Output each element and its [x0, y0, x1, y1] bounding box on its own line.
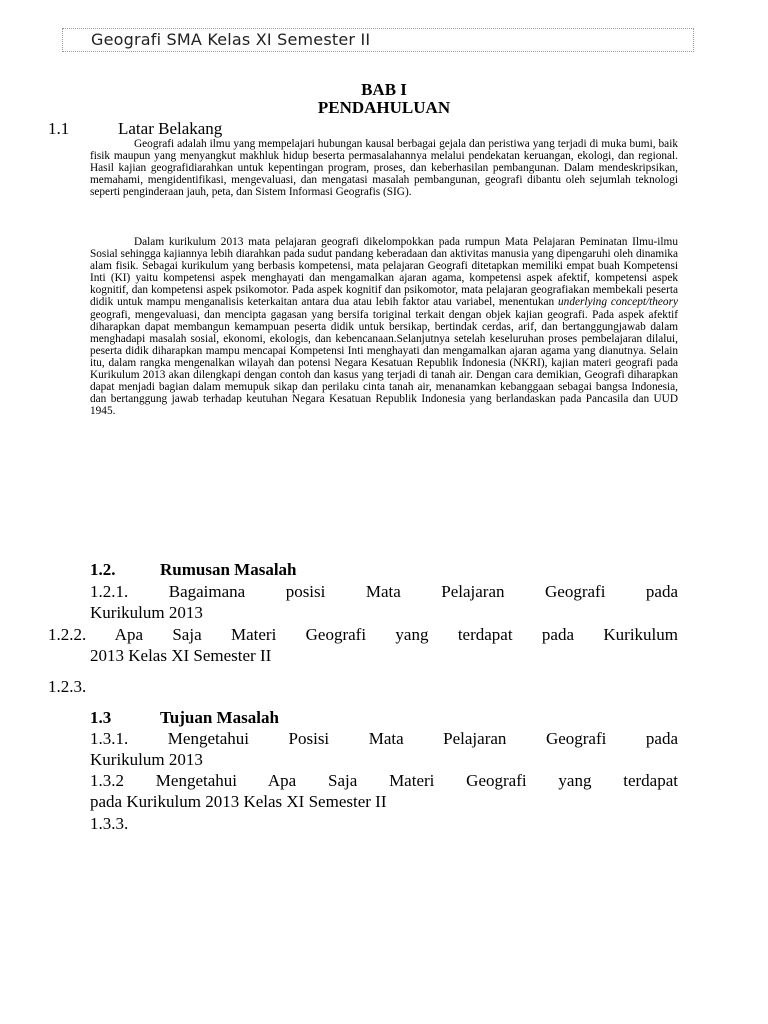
tujuan-item-2-line-1: 1.3.2 Mengetahui Apa Saja Materi Geografi yang terdapat — [90, 771, 678, 790]
paragraph-text: Geografi adalah ilmu yang mempelajari hubungan kausal berbagai gejala dan peristiwa yang terjadi di muka bumi, baik fisik maupun yang menyangkut makhluk hidup beserta permasalahannya melalui pendekatan keruangan, ekologi, dan regional. Hasil kajian geografidiarahkan untuk kepentingan program, proses, dan keberhasilan pembangunan. Dalam mendeskripsikan, memahami, mengidentifikasi, mengevaluasi, dan mengatasi masalah pembangunan, geografi dibantu oleh sejumlah teknologi seperti penginderaan jauh, peta, dan Sistem Informasi Geografis (SIG). — [90, 138, 678, 199]
tujuan-item-3: 1.3.3. — [90, 814, 129, 833]
section-title-latar-belakang: Latar Belakang — [118, 119, 223, 138]
tujuan-item-2 — [90, 770, 678, 812]
section-title-tujuan-masalah: Tujuan Masalah — [160, 708, 279, 727]
paragraph-italic-term: underlying concept/theory — [558, 296, 678, 309]
rumusan-item-1-line-1: 1.2.1. Bagaimana posisi Mata Pelajaran Geografi pada — [90, 582, 678, 601]
chapter-title: PENDAHULUAN — [317, 98, 451, 117]
rumusan-item-2 — [48, 624, 678, 666]
section-number-1-3: 1.3 — [90, 708, 112, 727]
section-number-1-1: 1.1 — [48, 119, 70, 138]
tujuan-item-1-line-2: Kurikulum 2013 — [90, 750, 203, 769]
paragraph-text-part-a: Dalam kurikulum 2013 mata pelajaran geografi dikelompokkan pada rumpun Mata Pelajaran Peminatan Ilmu-ilmu Sosial sehingga kajiannya lebih diarahkan pada sudut pandang keberadaan dan aktivitas manusia yang dipengaruhi oleh dinamika alam fisik. Sebagai kurikulum yang berbasis kompetensi, mata pelajaran Geografi ditetapkan memiliki empat buah Kompetensi Inti (KI) yaitu kompetensi aspek menghayati dan mengamalkan ajaran agama, kompetensi aspek afektif, kompetensi aspek kognitif, dan kompetensi aspek psikomotor. Pada aspek kognitif dan psikomotor, mata pelajaran geografiakan membekali peserta didik untuk mampu menganalisis keterkaitan antara dua atau lebih faktor atau variabel, menentukan — [90, 236, 678, 309]
running-header — [62, 28, 694, 52]
tujuan-item-1 — [90, 728, 678, 770]
paragraph-text-part-b: geografi, mengevaluasi, dan mencipta gagasan yang bersifa toriginal terkait dengan objek kajian geografi. Pada aspek afektif diharapkan dapat membangun kemampuan peserta didik untuk bersikap, bertindak cerdas, arif, dan bertanggungjawab dalam menghadapi masalah sosial, ekonomi, ekologis, dan kebencanaan.Selanjutnya setelah keseluruhan proses pembelajaran dilalui, peserta didik diharapkan mampu mencapai Kompetensi Inti menghayati dan mengamalkan ajaran agama yang dianutnya. Selain itu, dalam rangka mengenalkan wilayah dan potensi Negara Kesatuan Republik Indonesia (NKRI), kajian materi geografi pada Kurikulum 2013 akan dilengkapi dengan contoh dan kasus yang terjadi di tanah air. Dengan cara demikian, Geografi diharapkan dapat menjadi bagian dalam memupuk sikap dan perilaku cinta tanah air, menanamkan kebanggaan sebagai bangsa Indonesia, dan bertanggung jawab terhadap keutuhan Negara Kesatuan Republik Indonesia yang berlandaskan pada Pancasila dan UUD 1945. — [90, 308, 678, 418]
tujuan-item-1-line-1: 1.3.1. Mengetahui Posisi Mata Pelajaran Geografi pada — [90, 729, 678, 748]
rumusan-item-2-line-1: 1.2.2. Apa Saja Materi Geografi yang terdapat pada Kurikulum — [48, 625, 678, 644]
section-title-rumusan-masalah: Rumusan Masalah — [160, 560, 297, 579]
running-header-title: Geografi SMA Kelas XI Semester II — [91, 30, 371, 49]
chapter-number: BAB I — [361, 80, 407, 99]
paragraph-kurikulum-2013 — [90, 236, 678, 417]
tujuan-item-2-line-2: pada Kurikulum 2013 Kelas XI Semester II — [90, 792, 387, 811]
paragraph-geografi-definition — [90, 138, 678, 198]
rumusan-item-1-line-2: Kurikulum 2013 — [90, 603, 203, 622]
rumusan-item-1 — [90, 581, 678, 623]
rumusan-item-2-line-2: 2013 Kelas XI Semester II — [90, 646, 272, 665]
section-number-1-2: 1.2. — [90, 560, 116, 579]
rumusan-item-3: 1.2.3. — [48, 677, 87, 696]
